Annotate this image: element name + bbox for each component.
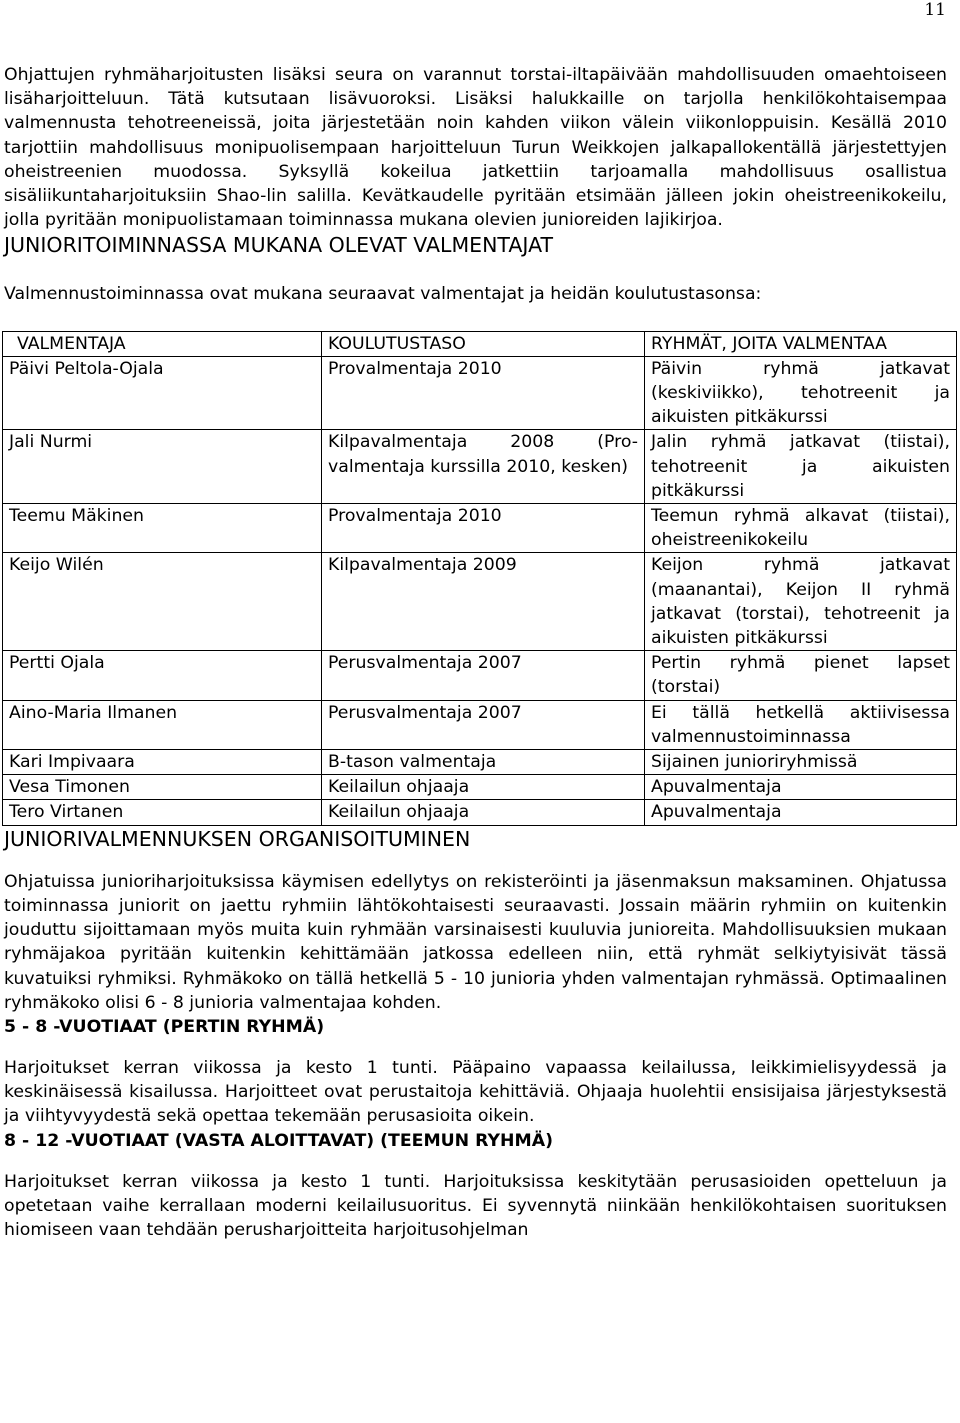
groups-cell: Keijon ryhmä jatkavat (maanantai), Keijon II ryhmä jatkavat (torstai), tehotreenit ja aikuisten pitkäkurssi xyxy=(645,553,957,651)
groups-cell: Päivin ryhmä jatkavat (keskiviikko), tehotreenit ja aikuisten pitkäkurssi xyxy=(645,356,957,430)
groups-cell: Ei tällä hetkellä aktiivisessa valmennustoiminnassa xyxy=(645,700,957,749)
coach-name-cell: Jali Nurmi xyxy=(3,430,322,504)
education-cell: Kilpavalmentaja 2009 xyxy=(322,553,645,651)
education-cell: Kilpavalmentaja 2008 (Pro-valmentaja kurssilla 2010, kesken) xyxy=(322,430,645,504)
table-row xyxy=(3,430,957,504)
coaches-intro: Valmennustoiminnassa ovat mukana seuraavat valmentajat ja heidän koulutustasonsa: xyxy=(4,284,762,305)
column-header-coach: VALMENTAJA xyxy=(3,331,322,356)
table-row xyxy=(3,553,957,651)
groups-cell: Teemun ryhmä alkavat (tiistai), oheistreenikokeilu xyxy=(645,504,957,553)
table-row xyxy=(3,651,957,700)
paragraph-organisation: Ohjatuissa junioriharjoituksissa käymisen edellytys on rekisteröinti ja jäsenmaksun maksaminen. Ohjatussa toiminnassa juniorit on jaettu ryhmiin lähtökohtaisesti seuraavasti. Jossain määrin ryhmiin on kuitenkin jouduttu sijoittamaan myös muita kuin ryhmään varsinaisesti kuuluvia junioreita. Mahdollisuuksien mukaan ryhmäjakoa pyritään kuitenkin kehittämään jatkossa edelleen niin, että ryhmät selkiytyisivät tässä kuvatuiksi ryhmiksi. Ryhmäkoko on tällä hetkellä 5 - 10 junioria yhden valmentajan ryhmässä. Optimaalinen ryhmäkoko olisi 6 - 8 junioria valmentajaa kohden. xyxy=(4,871,947,1013)
education-cell: B-tason valmentaja xyxy=(322,750,645,775)
heading-coaches: JUNIORITOIMINNASSA MUKANA OLEVAT VALMENTAJAT xyxy=(4,233,554,258)
coach-name-cell: Kari Impivaara xyxy=(3,750,322,775)
coach-name-cell: Päivi Peltola-Ojala xyxy=(3,356,322,430)
subheading-group-8-12: 8 - 12 -VUOTIAAT (VASTA ALOITTAVAT) (TEEMUN RYHMÄ) xyxy=(4,1130,553,1151)
coach-name-cell: Teemu Mäkinen xyxy=(3,504,322,553)
education-cell: Perusvalmentaja 2007 xyxy=(322,651,645,700)
paragraph-group-8-12: Harjoitukset kerran viikossa ja kesto 1 tunti. Harjoituksissa keskitytään perusasioiden opetteluun ja opetetaan vaihe kerrallaan moderni keilailusuoritus. Ei syvennytä niinkään henkilökohtaisen suorituksen hiomiseen vaan tehdään perusharjoitteita harjoitusohjelman xyxy=(4,1171,947,1240)
document-body xyxy=(4,63,950,1242)
groups-cell: Apuvalmentaja xyxy=(645,775,957,800)
education-cell: Perusvalmentaja 2007 xyxy=(322,700,645,749)
table-row xyxy=(3,700,957,749)
coach-name-cell: Aino-Maria Ilmanen xyxy=(3,700,322,749)
column-header-education: KOULUTUSTASO xyxy=(322,331,645,356)
table-header-row xyxy=(3,331,957,356)
groups-cell: Apuvalmentaja xyxy=(645,800,957,825)
coach-name-cell: Pertti Ojala xyxy=(3,651,322,700)
table-row xyxy=(3,504,957,553)
column-header-groups: RYHMÄT, JOITA VALMENTAA xyxy=(645,331,957,356)
education-cell: Keilailun ohjaaja xyxy=(322,775,645,800)
paragraph-extra-training: Ohjattujen ryhmäharjoitusten lisäksi seura on varannut torstai-iltapäivään mahdollisuuden omaehtoiseen lisäharjoitteluun. Tätä kutsutaan lisävuoroksi. Lisäksi halukkaille on tarjolla henkilökohtaisempaa valmennusta tehotreeneissä, joita järjestetään noin kahden viikon välein viikonloppuisin. Kesällä 2010 tarjottiin mahdollisuus monipuolisempaan harjoitteluun Turun Weikkojen jalkapallokentällä järjestettyjen oheistreenien muodossa. Syksyllä kokeilua jatkettiin tarjoamalla mahdollisuus osallistua sisäliikuntaharjoituksiin Shao-lin salilla. Kevätkaudelle pyritään etsimään jälleen jokin oheistreenikokeilu, jolla pyritään monipuolistamaan toiminnassa mukana olevien junioreiden lajikirjoa. xyxy=(4,65,947,231)
education-cell: Keilailun ohjaaja xyxy=(322,800,645,825)
table-row xyxy=(3,775,957,800)
page-number: 11 xyxy=(924,0,946,20)
table-row xyxy=(3,356,957,430)
groups-cell: Pertin ryhmä pienet lapset (torstai) xyxy=(645,651,957,700)
subheading-group-5-8: 5 - 8 -VUOTIAAT (PERTIN RYHMÄ) xyxy=(4,1016,325,1037)
coaches-table-wrapper xyxy=(4,331,950,826)
coach-name-cell: Tero Virtanen xyxy=(3,800,322,825)
groups-cell: Sijainen junioriryhmissä xyxy=(645,750,957,775)
coach-name-cell: Keijo Wilén xyxy=(3,553,322,651)
coaches-table xyxy=(2,331,957,826)
table-row xyxy=(3,750,957,775)
heading-organisation: JUNIORIVALMENNUKSEN ORGANISOITUMINEN xyxy=(4,826,471,851)
coach-name-cell: Vesa Timonen xyxy=(3,775,322,800)
paragraph-group-5-8: Harjoitukset kerran viikossa ja kesto 1 tunti. Pääpaino vapaassa keilailussa, leikkimielisyydessä ja keskinäisessä kisailussa. Harjoitteet ovat perustaitoja kehittäviä. Ohjaaja huolehtii ensisijaisa järjestyksestä ja viihtyvyydestä sekä opettaa tekemään perusasioita oikein. xyxy=(4,1057,947,1127)
education-cell: Provalmentaja 2010 xyxy=(322,356,645,430)
education-cell: Provalmentaja 2010 xyxy=(322,504,645,553)
groups-cell: Jalin ryhmä jatkavat (tiistai), tehotreenit ja aikuisten pitkäkurssi xyxy=(645,430,957,504)
table-row xyxy=(3,800,957,825)
